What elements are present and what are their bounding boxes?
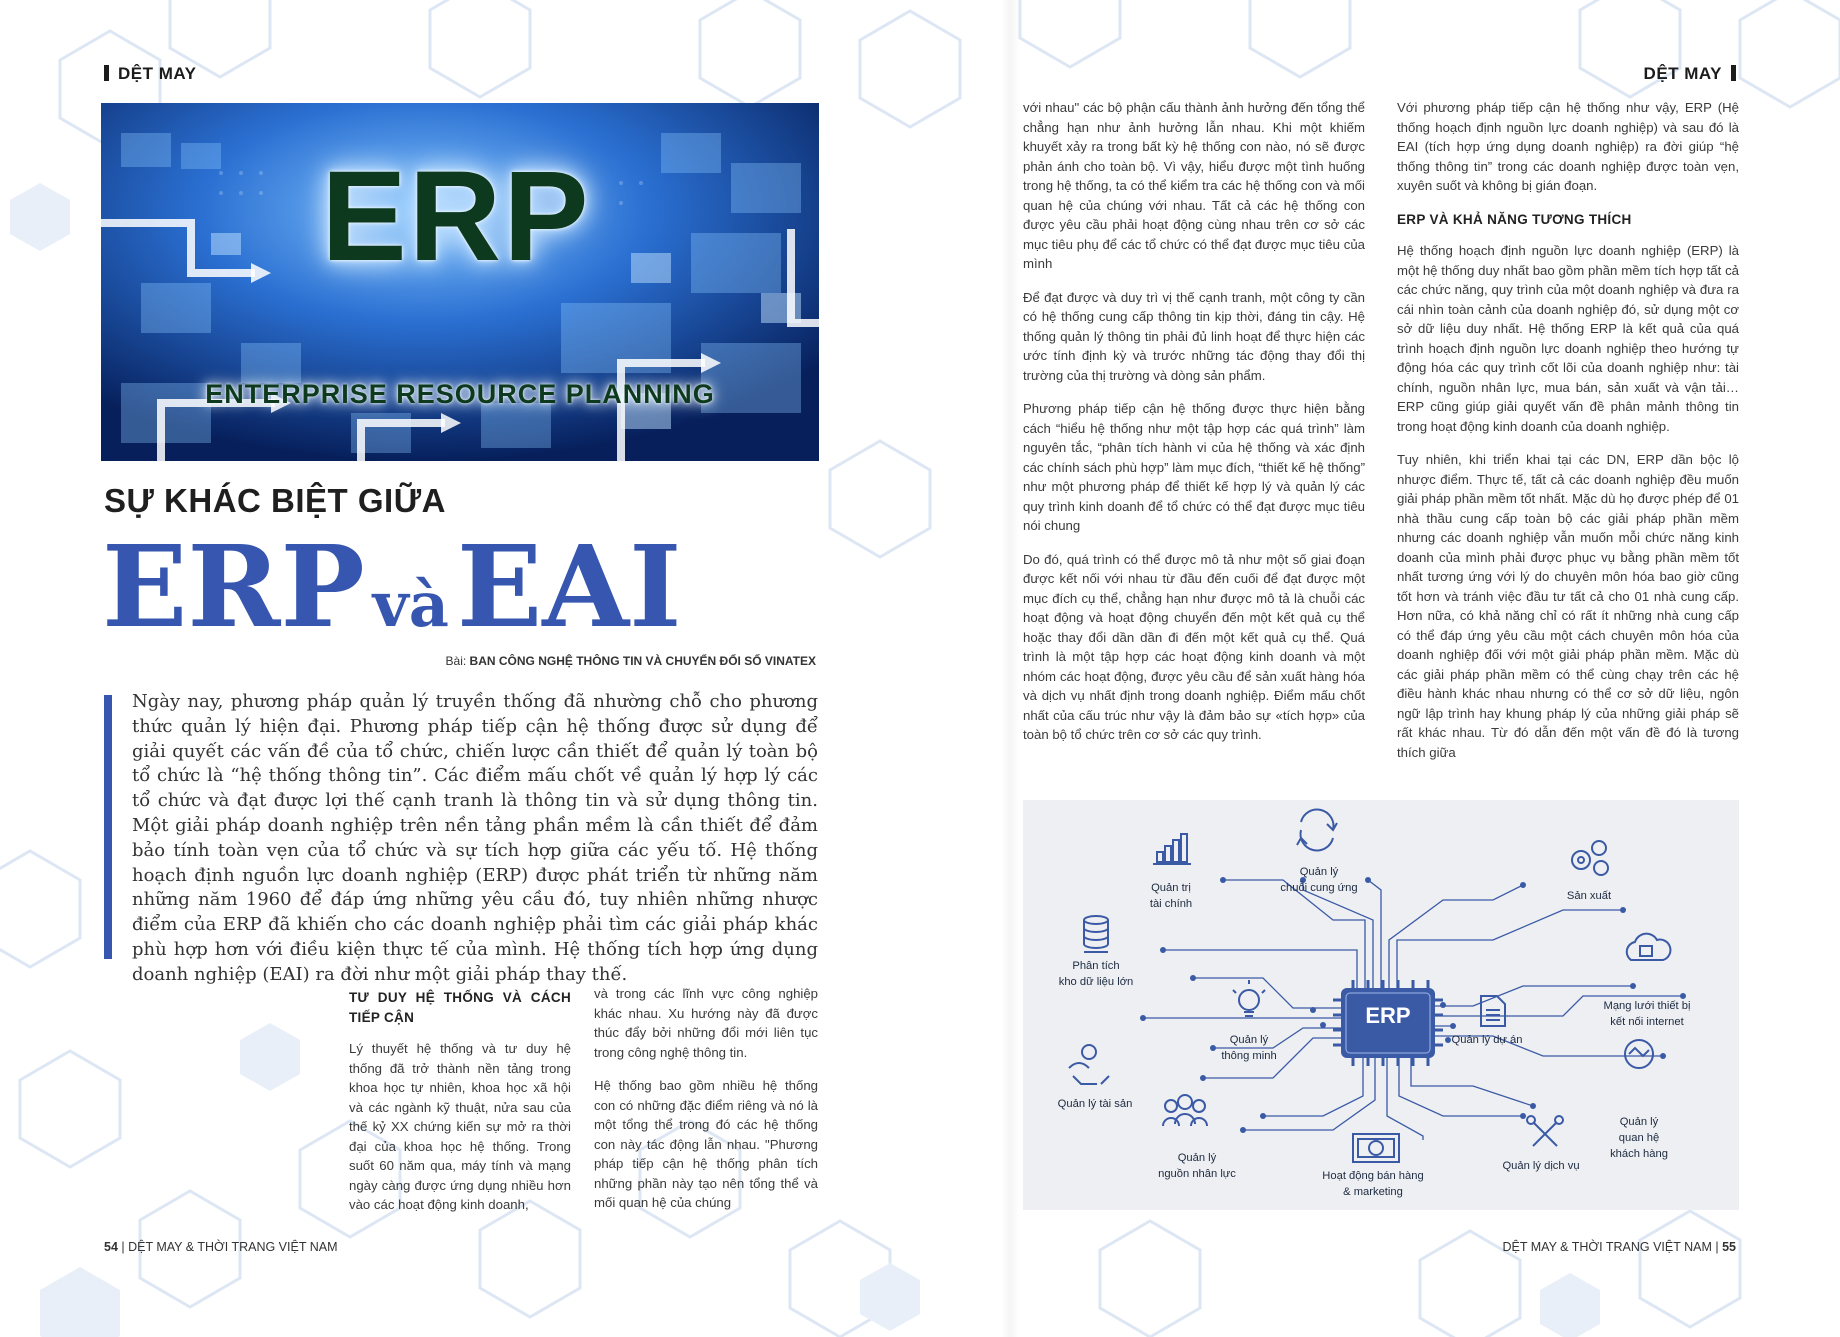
magazine-name: DỆT MAY & THỜI TRANG VIỆT NAM: [128, 1240, 338, 1254]
money-bill-icon: [1353, 1134, 1399, 1162]
tools-icon: [1527, 1116, 1563, 1146]
diagram-label-smart-management: Quản lý thông minh: [1221, 1034, 1277, 1062]
heading-systems-thinking: TƯ DUY HỆ THỐNG VÀ CÁCH TIẾP CẬN: [349, 990, 571, 1025]
title-connector: và: [372, 568, 449, 641]
article-kicker: SỰ KHÁC BIỆT GIỮA: [104, 482, 446, 519]
bar-chart-icon: [1153, 834, 1191, 864]
document-icon: [1481, 996, 1505, 1026]
byline-author: BAN CÔNG NGHỆ THÔNG TIN VÀ CHUYỂN ĐỔI SỐ VINATEX: [469, 654, 816, 668]
section-label-text: DỆT MAY: [118, 64, 197, 83]
paragraph: Phương pháp tiếp cận hệ thống được thực hiện bằng cách “hiểu hệ thống như một tập hợp các quá trình” làm nguyên tắc, “phân tích hành vi của hệ thống và xác định các chính sách phù hợp” làm mục đích, “thiết kế hệ thống” như một phương pháp để thiết kế hợp lý và quản lý các quy trình kinh doanh để tổ chức có thể đạt được mục tiêu nói chung: [1023, 401, 1365, 533]
magazine-name: DỆT MAY & THỜI TRANG VIỆT NAM: [1502, 1240, 1712, 1254]
title-eai: EAI: [456, 522, 682, 653]
column-2: [594, 984, 818, 1227]
paragraph: Với phương pháp tiếp cận hệ thống như vậy, ERP (Hệ thống hoạch định nguồn lực doanh nghiệp) và sau đó là EAI (tích hợp ứng dụng doanh nghiệp) ra đời giúp “hệ thống thông tin” trong các doanh nghiệp được toàn vẹn, xuyên suốt và không bị gián đoạn.: [1397, 100, 1739, 193]
footer-right: DỆT MAY & THỜI TRANG VIỆT NAM | 55: [1502, 1240, 1736, 1254]
cloud-chip-icon: [1627, 934, 1671, 960]
diagram-label-services: Quản lý dịch vụ: [1502, 1160, 1580, 1172]
title-erp: ERP: [102, 522, 365, 653]
diagram-label-supply-chain: Quản lý chuỗi cung ứng: [1280, 866, 1358, 894]
diagram-label-hr: Quản lý nguồn nhân lực: [1158, 1152, 1236, 1180]
paragraph: với nhau" các bộ phận cấu thành ảnh hưởng đến tổng thể chẳng hạn như ảnh hưởng lẫn nhau. Khi một khiếm khuyết xảy ra trong bất kỳ hệ thống con nào, nó sẽ được phản ánh cho toàn bộ. Vì vậy, hiểu được một tình huống trong hệ thống, ta có thể kiểm tra các hệ thống con và mối quan hệ của chúng với nhau. Tất cả các hệ thống con được yêu cầu phải hoạt động cùng nhau trên cơ sở các mục tiêu phụ để các tổ chức có thể đạt được mục tiêu của mình: [1023, 100, 1365, 271]
paragraph: Tuy nhiên, khi triển khai tại các DN, ERP dần bộc lộ nhược điểm. Thực tế, tất cả các doanh nghiệp đều muốn giải pháp phần mềm tốt nhất. Mặc dù họ được phép để 01 nhà thầu cung cấp toàn bộ các giải pháp phần mềm nhưng các doanh nghiệp vẫn muốn mỗi chức năng kinh doanh của mình phải được phục vụ bằng phần mềm tốt nhất tương ứng với lý do chuyên môn hóa bao giờ cũng tốt hơn và tránh việc đầu tư tất cả cho 01 nhà cung cấp. Hơn nữa, có khả năng chỉ có rất ít những nhà cung cấp có thể đáp ứng yêu cầu một cách chuyên môn hóa của doanh nghiệp đối với một giải pháp phần mềm. Mặc dù các giải pháp phần mềm có thể cùng chạy trên các hệ điều hành khác nhau nhưng có thể cơ sở dữ liệu, ngôn ngữ lập trình hay khung pháp lý của những giải pháp sẽ rất khác nhau. Từ đó dẫn đến một vấn đề đó là tương thích giữa: [1397, 452, 1739, 760]
hand-coin-icon: [1069, 1045, 1109, 1084]
section-marker-bar: [104, 65, 109, 81]
diagram-label-project: Quản lý dự án: [1451, 1034, 1523, 1046]
paragraph: Hệ thống hoạch định nguồn lực doanh nghiệp (ERP) là một hệ thống duy nhất bao gồm phần mềm tích hợp tất cả các chức năng, quy trình của một doanh nghiệp và đưa ra cái nhìn toàn cảnh của doanh nghiệp đó, sử dụng một cơ sở dữ liệu duy nhất. Hệ thống ERP là kết quả của quá trình hoạch định nguồn lực doanh nghiệp theo hướng tự động hóa các quy trình cốt lõi của doanh nghiệp như: tài chính, nguồn nhân lực, mua bán, sản xuất và vận tải… ERP cũng giúp giải quyết vấn đề phân mảnh thông tin trong hoạt động kinh doanh của doanh nghiệp.: [1397, 243, 1739, 434]
hero-image-erp: [101, 103, 819, 461]
handshake-gear-icon: [1625, 1040, 1653, 1068]
page-number: 55: [1722, 1240, 1736, 1254]
hero-erp-text: ERP: [321, 145, 591, 288]
gears-icon: [1572, 841, 1608, 875]
section-label-text: DỆT MAY: [1643, 64, 1722, 83]
page-spine-shadow: [1000, 0, 1020, 1337]
diagram-label-sales-marketing: Hoạt động bán hàng & marketing: [1322, 1170, 1424, 1198]
diagram-label-iot: Mạng lưới thiết bị kết nối internet: [1603, 1000, 1691, 1028]
people-group-icon: [1163, 1095, 1207, 1126]
intro-double-rule: [104, 695, 112, 959]
heading-erp-compatibility: ERP VÀ KHẢ NĂNG TƯƠNG THÍCH: [1397, 211, 1632, 227]
lightbulb-icon: [1233, 980, 1265, 1016]
intro-paragraph: [104, 690, 818, 988]
hero-subtitle-text: ENTERPRISE RESOURCE PLANNING: [205, 379, 715, 409]
byline: [446, 654, 816, 668]
column-1: [349, 988, 571, 1229]
paragraph: Do đó, quá trình có thể được mô tả như một số giai đoạn được kết nối với nhau từ đầu đến cuối để đạt được một mục đích cụ thể, chẳng hạn như được mô tả là chuỗi các hoạt động và hoạt động chuyển đến một kết quả cụ thể hoặc thay đổi dần dần đi đến một kết quả cụ thể. Quá trình là một tập hợp các hoạt động kinh doanh và một nhóm các hoạt động, được yêu cầu để sản xuất hàng hóa và dịch vụ nhất định trong doanh nghiệp. Điểm mấu chốt nhất của cấu trúc như vậy là đảm bảo sự «tích hợp» của toàn bộ tổ chức trên cơ sở các quy trình.: [1023, 551, 1365, 742]
diagram-label-big-data: Phân tích kho dữ liệu lớn: [1058, 960, 1134, 988]
diagram-label-production: Sản xuất: [1566, 890, 1612, 902]
paragraph: và trong các lĩnh vực công nghiệp khác nhau. Xu hướng này đã được thúc đẩy bởi những đổi mới liên tục trong công nghệ thông tin.: [594, 986, 818, 1060]
byline-prefix: Bài:: [445, 654, 470, 668]
paragraph: Lý thuyết hệ thống và tư duy hệ thống đã trở thành nền tảng trong khoa học tự nhiên, khoa học xã hội và các ngành kỹ thuật, nửa sau của thế kỷ XX chứng kiến sự mở ra thời đại của khoa học hệ thống. Trong suốt 60 năm qua, máy tính và mạng ngày càng được ứng dụng nhiều hơn vào các hoạt động kinh doanh,: [349, 1041, 571, 1212]
diagram-label-crm: Quản lý quan hệ khách hàng: [1610, 1116, 1668, 1160]
column-3: [1023, 98, 1365, 759]
diagram-center-erp: ERP: [1365, 1003, 1411, 1028]
diagram-label-finance: Quản trị tài chính: [1149, 882, 1193, 910]
erp-modules-diagram: [1023, 800, 1739, 1210]
paragraph: Hệ thống bao gồm nhiều hệ thống con có những đặc điểm riêng và nó là một tổng thể trong đó các hệ thống con này tác động lẫn nhau. "Phương pháp tiếp cận hệ thống phân tích những phần này tạo nên tổng thể và mối quan hệ của chúng: [594, 1078, 818, 1210]
footer-left: 54 | DỆT MAY & THỜI TRANG VIỆT NAM: [104, 1240, 338, 1254]
section-label-right: [1644, 64, 1736, 84]
article-title: [102, 522, 682, 653]
page-number: 54: [104, 1240, 118, 1254]
database-icon: [1084, 916, 1108, 952]
column-4: [1397, 98, 1739, 776]
cycle-arrows-icon: [1297, 810, 1337, 851]
section-marker-bar: [1731, 65, 1736, 81]
paragraph: Để đạt được và duy trì vị thế cạnh tranh, một công ty cần có hệ thống cung cấp thông tin kịp thời, đáng tin cậy. Hệ thống quản lý thông tin phải đủ linh hoạt để thực hiện các ước tính định kỳ và trước những tác động thay đổi thị trường của thị trường và dòng sản phẩm.: [1023, 289, 1365, 383]
section-label-left: [104, 64, 196, 84]
intro-text: Ngày nay, phương pháp quản lý truyền thống đã nhường chỗ cho phương thức quản lý hiện đại. Phương pháp tiếp cận hệ thống được sử dụng để giải quyết các vấn đề của tổ chức, chiến lược cần thiết để quản lý toàn bộ tổ chức là “hệ thống thông tin”. Các điểm mấu chốt về quản lý hợp lý các tổ chức và đạt được lợi thế cạnh tranh là thông tin và sử dụng thông tin. Một giải pháp doanh nghiệp trên nền tảng phần mềm là cần thiết để đảm bảo tính toàn vẹn của tổ chức và sự tích hợp giữa các yếu tố. Hệ thống hoạch định nguồn lực doanh nghiệp (ERP) được phát triển từ những năm những năm 1960 để đáp ứng những yêu cầu đó, tuy nhiên những nhược điểm của ERP đã khiến cho các doanh nghiệp phải tìm các giải pháp khác phù hợp hơn với điều kiện thực tế của mình. Hệ thống tích hợp ứng dụng doanh nghiệp (EAI) ra đời như một giải pháp thay thế.: [132, 691, 818, 985]
diagram-label-assets: Quản lý tài sản: [1057, 1098, 1133, 1110]
